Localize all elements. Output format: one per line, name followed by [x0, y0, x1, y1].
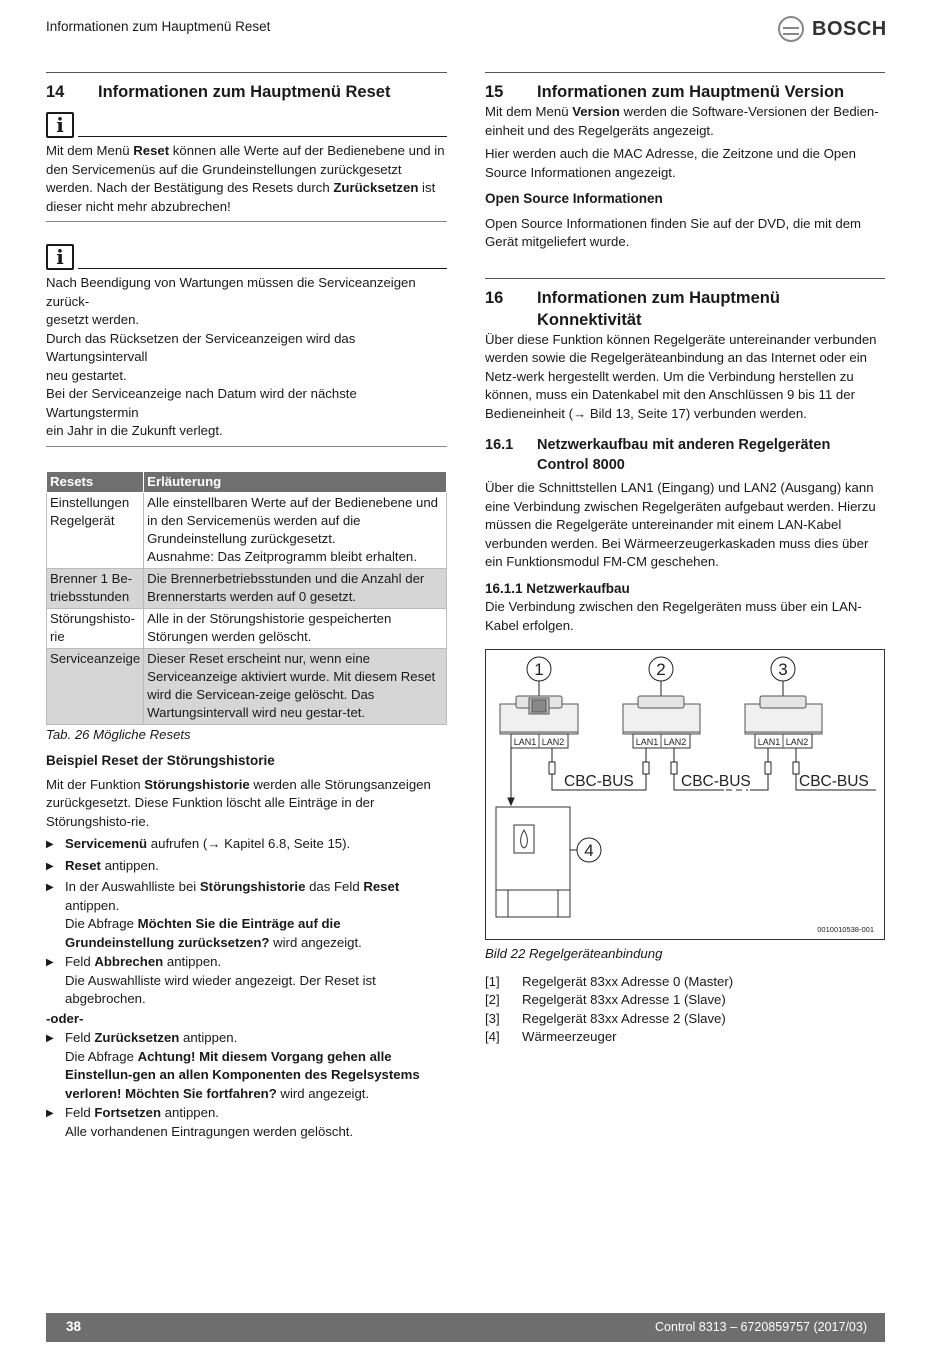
right-column: [485, 72, 885, 1047]
lan2-label: LAN2: [785, 737, 809, 747]
table-row: Störungshisto-rie Alle in der Störungshistorie gespeicherten Störungen werden gelöscht.: [47, 608, 447, 648]
sec16-paragraph-1: Über diese Funktion können Regelgeräte untereinander verbunden werden sowie die Regelgeräteanbindung an das Internet oder ein Netz-werk hergestellt werden. Um die Verbindung herstellen zu können, muss ein Datenkabel mit den Anschlüssen 9 bis 11 der Bedieneinheit (→ Bild 13, Seite 17) verbunden werden.: [485, 331, 877, 421]
network-figure: [485, 649, 885, 940]
table-row: Einstellungen Regelgerät Alle einstellbaren Werte auf der Bedienebene und in den Servicemenüs werden auf die Grundeinstellung zurückgesetzt. Ausnahme: Das Zeitprogramm bleibt erhalten.: [47, 492, 447, 568]
controller-2: [623, 696, 700, 748]
info-note-1: [46, 112, 447, 138]
info-note-2: [46, 244, 447, 270]
callout-3: 3: [778, 660, 788, 679]
section-15-heading: 15 Informationen zum Hauptmenü Version: [485, 83, 845, 101]
list-item: [4] Wärmeerzeuger: [485, 1029, 617, 1044]
lan1-label: LAN1: [513, 737, 537, 747]
cbc-bus-label: CBC-BUS: [681, 773, 751, 790]
figure-caption: Bild 22 Regelgeräteanbindung: [485, 946, 663, 961]
figure-code: 0010010538-001: [817, 925, 874, 934]
example-heading: Beispiel Reset der Störungshistorie: [46, 753, 275, 768]
list-item: [3] Regelgerät 83xx Adresse 2 (Slave): [485, 1010, 726, 1026]
oder-separator: -oder-: [46, 1010, 84, 1026]
lan2-label: LAN2: [541, 737, 565, 747]
table-header: Resets: [47, 471, 144, 492]
list-item: ▶ Feld Fortsetzen antippen. Alle vorhandenen Eintragungen werden gelöscht.: [46, 1105, 354, 1139]
left-column: [46, 72, 447, 1141]
cbc-bus-label: CBC-BUS: [564, 773, 634, 790]
controller-3: [745, 696, 822, 748]
table-header: Erläuterung: [144, 471, 447, 492]
example-intro: Mit der Funktion Störungshistorie werden alle Störungsanzeigen zurückgesetzt. Diese Funktion löscht alle Einträge in der Störungshisto-rie.: [46, 776, 431, 829]
lan1-label: LAN1: [635, 737, 659, 747]
note-2-text: Nach Beendigung von Wartungen müssen die Serviceanzeigen zurück- gesetzt werden. Durch das Rücksetzen der Serviceanzeigen wird das Wartungsintervall neu gestartet. Bei der Serviceanzeige nach Datum wird der nächste Wartungstermin ein Jahr in die Zukunft verlegt.: [46, 275, 416, 438]
section-16-heading: 16 Informationen zum Hauptmenü Konnektivität: [485, 288, 780, 329]
sec15-paragraph-3: Open Source Informationen finden Sie auf der DVD, die mit dem Gerät mitgeliefert wurde.: [485, 215, 862, 249]
lan1-label: LAN1: [757, 737, 781, 747]
step-list: [46, 835, 447, 1141]
page-footer: [46, 1313, 885, 1342]
sec15-paragraph-2: Hier werden auch die MAC Adresse, die Zeitzone und die Open Source Informationen angezeigt.: [485, 146, 856, 180]
cbc-bus-label: CBC-BUS: [799, 773, 869, 790]
list-item: [2] Regelgerät 83xx Adresse 1 (Slave): [485, 992, 726, 1007]
info-icon: i: [46, 112, 74, 138]
network-diagram: [486, 650, 884, 939]
page-number: 38: [66, 1319, 82, 1335]
boiler: [496, 807, 570, 917]
list-item: ▶ Servicemenü aufrufen (→ Kapitel 6.8, Seite 15).: [46, 836, 351, 851]
list-item: ▶ Feld Abbrechen antippen. Die Auswahlliste wird wieder angezeigt. Der Reset ist abgebrochen.: [46, 954, 376, 1006]
callout-1: 1: [534, 660, 544, 679]
callout-2: 2: [656, 660, 666, 679]
sec16-paragraph-2: Über die Schnittstellen LAN1 (Eingang) und LAN2 (Ausgang) kann eine Verbindung zwischen Regelgeräten aufgebaut werden. Hierzu müssen die Regelgeräte untereinander mit einem LAN-Kabel verbunden werden. Bei Wärmeerzeugerkaskaden muss dies über ein Funktionsmodul FM-CM geschehen.: [485, 480, 876, 569]
list-item: ▶ Reset antippen.: [46, 857, 159, 873]
list-item: ▶ Feld Zurücksetzen antippen. Die Abfrage Achtung! Mit diesem Vorgang gehen alle Einstellun-gen an allen Komponenten des Regelsystems verloren! Möchten Sie fortfahren? wird angezeigt.: [46, 1030, 420, 1101]
lan2-label: LAN2: [663, 737, 687, 747]
open-source-heading: Open Source Informationen: [485, 191, 663, 206]
bosch-logo-text: BOSCH: [812, 17, 887, 40]
table-row: Brenner 1 Be-triebsstunden Die Brennerbetriebsstunden und die Anzahl der Brennerstarts werden auf 0 gesetzt.: [47, 568, 447, 608]
section-16-1-heading: 16.1 Netzwerkaufbau mit anderen Regelgeräten Control 8000: [485, 437, 831, 473]
section-16-1-1-heading: 16.1.1 Netzwerkaufbau: [485, 580, 630, 596]
bosch-armature-icon: [778, 16, 804, 42]
running-header: Informationen zum Hauptmenü Reset: [46, 19, 271, 34]
section-14-heading: 14 Informationen zum Hauptmenü Reset: [46, 83, 391, 101]
table-row: Serviceanzeige Dieser Reset erscheint nur, wenn eine Serviceanzeige aktiviert wurde. Mit diesem Reset wird die Servicean-zeige gelöscht. Das Wartungsintervall wird neu gestar-tet.: [47, 648, 447, 724]
table-caption: Tab. 26 Mögliche Resets: [46, 726, 191, 742]
bosch-logo: [778, 15, 887, 43]
list-item: [1] Regelgerät 83xx Adresse 0 (Master): [485, 973, 734, 989]
sec15-paragraph-1: Mit dem Menü Version werden die Software-Versionen der Bedien-einheit und des Regelgeräts angezeigt.: [485, 104, 879, 138]
document-id: Control 8313 – 6720859757 (2017/03): [655, 1320, 867, 1335]
callout-4: 4: [584, 841, 594, 860]
sec16-paragraph-3: Die Verbindung zwischen den Regelgeräten muss über ein LAN-Kabel erfolgen.: [485, 599, 862, 633]
controller-1: [500, 696, 578, 748]
resets-table: [46, 471, 447, 725]
list-item: ▶ In der Auswahlliste bei Störungshistorie das Feld Reset antippen. Die Abfrage Möchten Sie die Einträge auf die Grundeinstellung zurücksetzen? wird angezeigt.: [46, 879, 400, 950]
note-1-text: Mit dem Menü Reset können alle Werte auf der Bedienebene und in den Servicemenüs auf die Grundeinstellungen zurückgesetzt werden. Nach der Bestätigung des Resets durch Zurücksetzen ist dieser nicht mehr abzubrechen!: [46, 143, 445, 214]
figure-legend: [485, 973, 885, 1047]
info-icon: i: [46, 244, 74, 270]
